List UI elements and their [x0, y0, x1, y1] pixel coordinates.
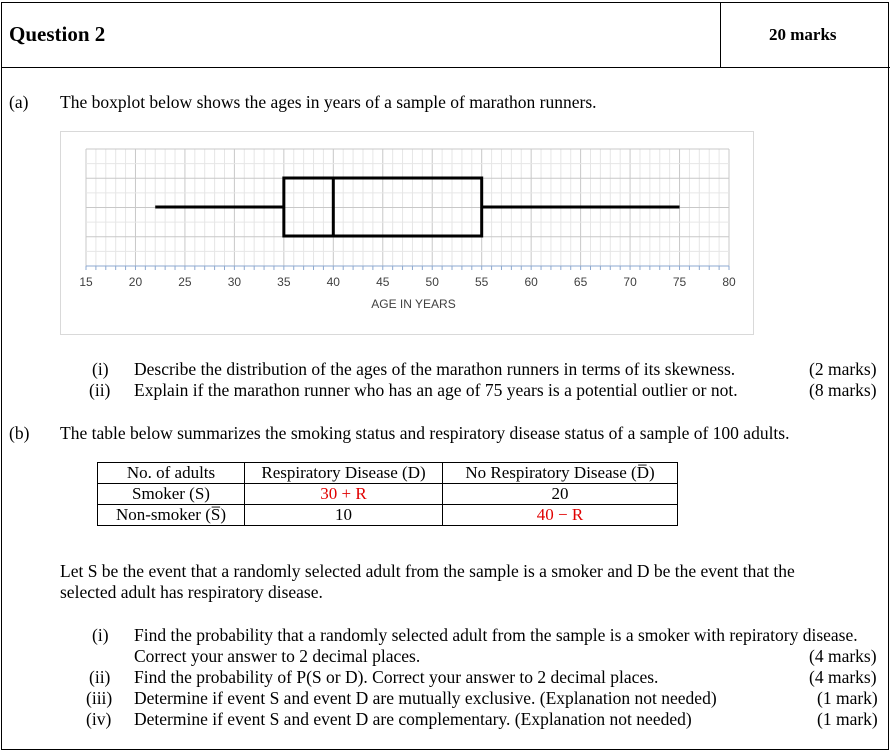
- b-item-4-marks: (1 mark): [817, 709, 878, 729]
- a-item-2-num: (ii): [89, 380, 111, 400]
- header-column-divider: [720, 2, 721, 68]
- a-item-1-num: (i): [92, 359, 109, 379]
- part-b-intro: The table below summarizes the smoking status and respiratory disease status of a sample of 100 adults.: [60, 423, 790, 443]
- cell-nonsmoker-d: 10: [245, 505, 443, 526]
- part-a-label: (a): [9, 92, 29, 112]
- event-definition-1: Let S be the event that a randomly selected adult from the sample is a smoker and D be the event that the: [60, 561, 795, 581]
- a-item-2-text: Explain if the marathon runner who has an age of 75 years is a potential outlier or not.: [134, 380, 738, 400]
- b-item-1-text2: Correct your answer to 2 decimal places.: [134, 646, 421, 666]
- b-item-1-marks: (4 marks): [809, 646, 877, 666]
- a-item-1-marks: (2 marks): [809, 359, 877, 379]
- part-b-label: (b): [9, 423, 30, 443]
- x-tick-label: 70: [623, 275, 637, 289]
- b-item-2-text: Find the probability of P(S or D). Correct your answer to 2 decimal places.: [134, 667, 659, 687]
- x-tick-label: 80: [722, 275, 736, 289]
- x-tick-label: 35: [277, 275, 291, 289]
- table-col-d: Respiratory Disease (D): [245, 463, 443, 484]
- part-a-intro: The boxplot below shows the ages in years of a sample of marathon runners.: [60, 92, 597, 112]
- x-axis-title: AGE IN YEARS: [371, 297, 456, 311]
- x-tick-label: 40: [326, 275, 340, 289]
- table-row-smoker: Smoker (S): [98, 484, 245, 505]
- a-item-1-text: Describe the distribution of the ages of the marathon runners in terms of its skewness.: [134, 359, 736, 379]
- table-corner: No. of adults: [98, 463, 245, 484]
- boxplot-chart: [60, 131, 754, 335]
- header-divider: [1, 67, 890, 68]
- question-marks: 20 marks: [769, 25, 837, 44]
- x-tick-label: 55: [475, 275, 489, 289]
- x-tick-label: 60: [524, 275, 538, 289]
- boxplot-svg: [61, 132, 753, 334]
- question-title: Question 2: [9, 22, 106, 46]
- b-item-2-num: (ii): [89, 667, 111, 687]
- b-item-3-text: Determine if event S and event D are mutually exclusive. (Explanation not needed): [134, 688, 717, 708]
- b-item-3-num: (iii): [86, 688, 113, 708]
- cell-nonsmoker-not-d: 40 − R: [443, 505, 678, 526]
- b-item-4-text: Determine if event S and event D are complementary. (Explanation not needed): [134, 709, 692, 729]
- a-item-2-marks: (8 marks): [809, 380, 877, 400]
- cell-smoker-not-d: 20: [443, 484, 678, 505]
- b-item-3-marks: (1 mark): [817, 688, 878, 708]
- table-row-non-smoker: Non-smoker (S̅): [98, 505, 245, 526]
- b-item-1-text: Find the probability that a randomly selected adult from the sample is a smoker with repiratory disease.: [134, 625, 858, 645]
- cell-smoker-d: 30 + R: [245, 484, 443, 505]
- event-definition-2: selected adult has respiratory disease.: [60, 582, 323, 602]
- x-tick-label: 30: [227, 275, 242, 289]
- contingency-table: [97, 462, 678, 526]
- x-tick-label: 50: [425, 275, 439, 289]
- x-tick-label: 65: [573, 275, 588, 289]
- b-item-2-marks: (4 marks): [809, 667, 877, 687]
- b-item-1-num: (i): [92, 625, 109, 645]
- b-item-4-num: (iv): [86, 709, 112, 729]
- x-tick-label: 45: [376, 275, 390, 289]
- x-tick-label: 15: [79, 275, 93, 289]
- table-col-not-d: No Respiratory Disease (D̅): [443, 463, 678, 484]
- x-tick-label: 75: [672, 275, 687, 289]
- x-tick-label: 20: [128, 275, 143, 289]
- x-tick-label: 25: [178, 275, 192, 289]
